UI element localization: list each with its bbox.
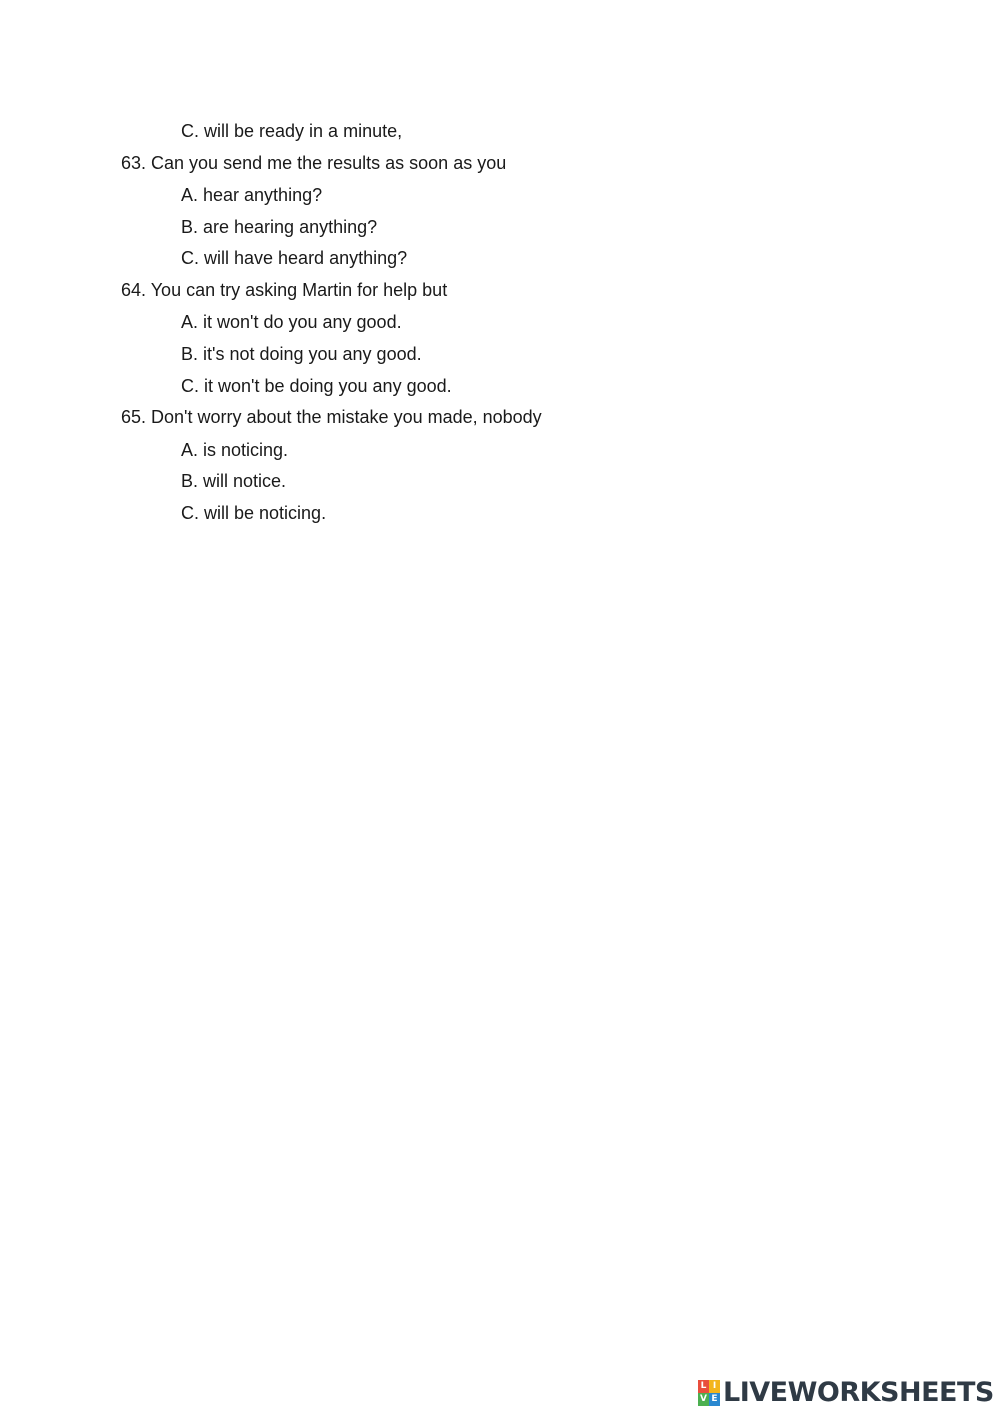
- option-64-a: A. it won't do you any good.: [181, 312, 402, 332]
- logo-mark-cell-3: V: [698, 1393, 709, 1406]
- question-63: 63. Can you send me the results as soon as you: [121, 153, 507, 173]
- logo-mark-cell-4: E: [709, 1393, 720, 1406]
- option-64-c: C. it won't be doing you any good.: [181, 376, 452, 396]
- logo-mark-cell-1: L: [698, 1380, 709, 1393]
- option-63-b: B. are hearing anything?: [181, 217, 378, 237]
- option-62-c: C. will be ready in a minute,: [181, 121, 403, 141]
- question-65: 65. Don't worry about the mistake you made, nobody: [121, 407, 542, 427]
- option-65-b: B. will notice.: [181, 471, 287, 491]
- option-65-a: A. is noticing.: [181, 440, 289, 460]
- logo-mark-cell-2: I: [709, 1380, 720, 1393]
- logo-wordmark: LIVEWORKSHEETS: [723, 1377, 994, 1408]
- option-64-b: B. it's not doing you any good.: [181, 344, 422, 364]
- option-63-c: C. will have heard anything?: [181, 248, 408, 268]
- option-65-c: C. will be noticing.: [181, 503, 327, 523]
- question-64: 64. You can try asking Martin for help but: [121, 280, 448, 300]
- option-63-a: A. hear anything?: [181, 185, 323, 205]
- liveworksheets-logo-icon: [698, 1380, 720, 1406]
- liveworksheets-logo: [698, 1379, 994, 1407]
